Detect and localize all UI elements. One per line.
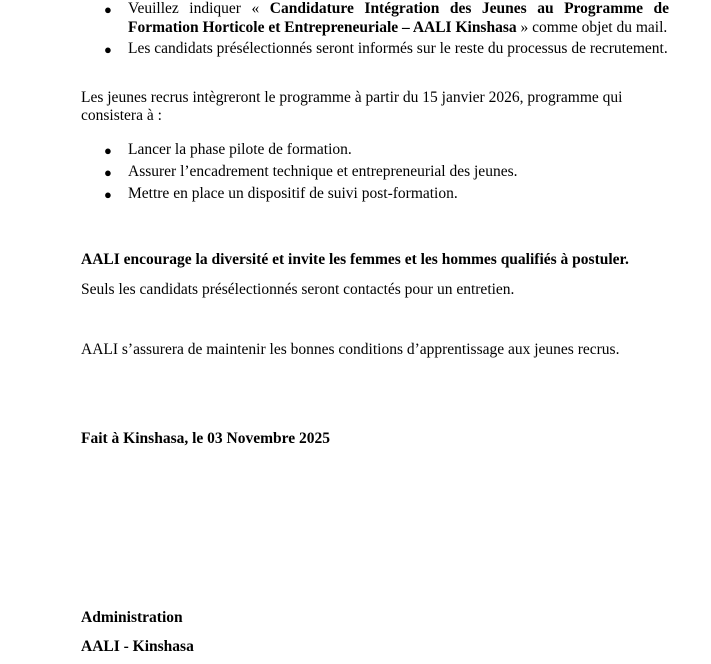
program-intro-line2: consistera à : (81, 107, 162, 124)
list-item-subject-line1 (128, 0, 669, 18)
bullet-icon: ● (104, 2, 112, 17)
bullet-icon: ● (104, 143, 112, 158)
program-item: Mettre en place un dispositif de suivi post-formation. (128, 185, 458, 202)
place-date: Fait à Kinshasa, le 03 Novembre 2025 (81, 430, 330, 447)
program-item: Assurer l’encadrement technique et entrepreneurial des jeunes. (128, 163, 518, 180)
list-item-subject-line2 (128, 19, 667, 37)
subject-suffix: » comme objet du mail. (520, 19, 668, 36)
bullet-icon: ● (104, 165, 112, 180)
program-item: Lancer la phase pilote de formation. (128, 141, 352, 158)
subject-title-part2: Formation Horticole et Entrepreneuriale – AALI Kinshasa (128, 19, 517, 36)
diversity-statement: AALI encourage la diversité et invite les femmes et les hommes qualifiés à postuler. (81, 251, 629, 268)
signature-title: Administration (81, 609, 183, 626)
conditions-note: AALI s’assurera de maintenir les bonnes conditions d’apprentissage aux jeunes recrus. (81, 341, 620, 358)
list-item-preselection: Les candidats présélectionnés seront informés sur le reste du processus de recrutement. (128, 40, 668, 57)
bullet-icon: ● (104, 187, 112, 202)
program-intro-line1: Les jeunes recrus intègreront le programme à partir du 15 janvier 2026, programme qui (81, 89, 623, 106)
contact-note: Seuls les candidats présélectionnés seront contactés pour un entretien. (81, 281, 515, 298)
bullet-icon: ● (104, 42, 112, 57)
subject-title-part1: Candidature Intégration des Jeunes au Programme de (269, 0, 669, 17)
signature-organization: AALI - Kinshasa (81, 638, 194, 655)
subject-instruction: Veuillez indiquer « (128, 0, 260, 17)
